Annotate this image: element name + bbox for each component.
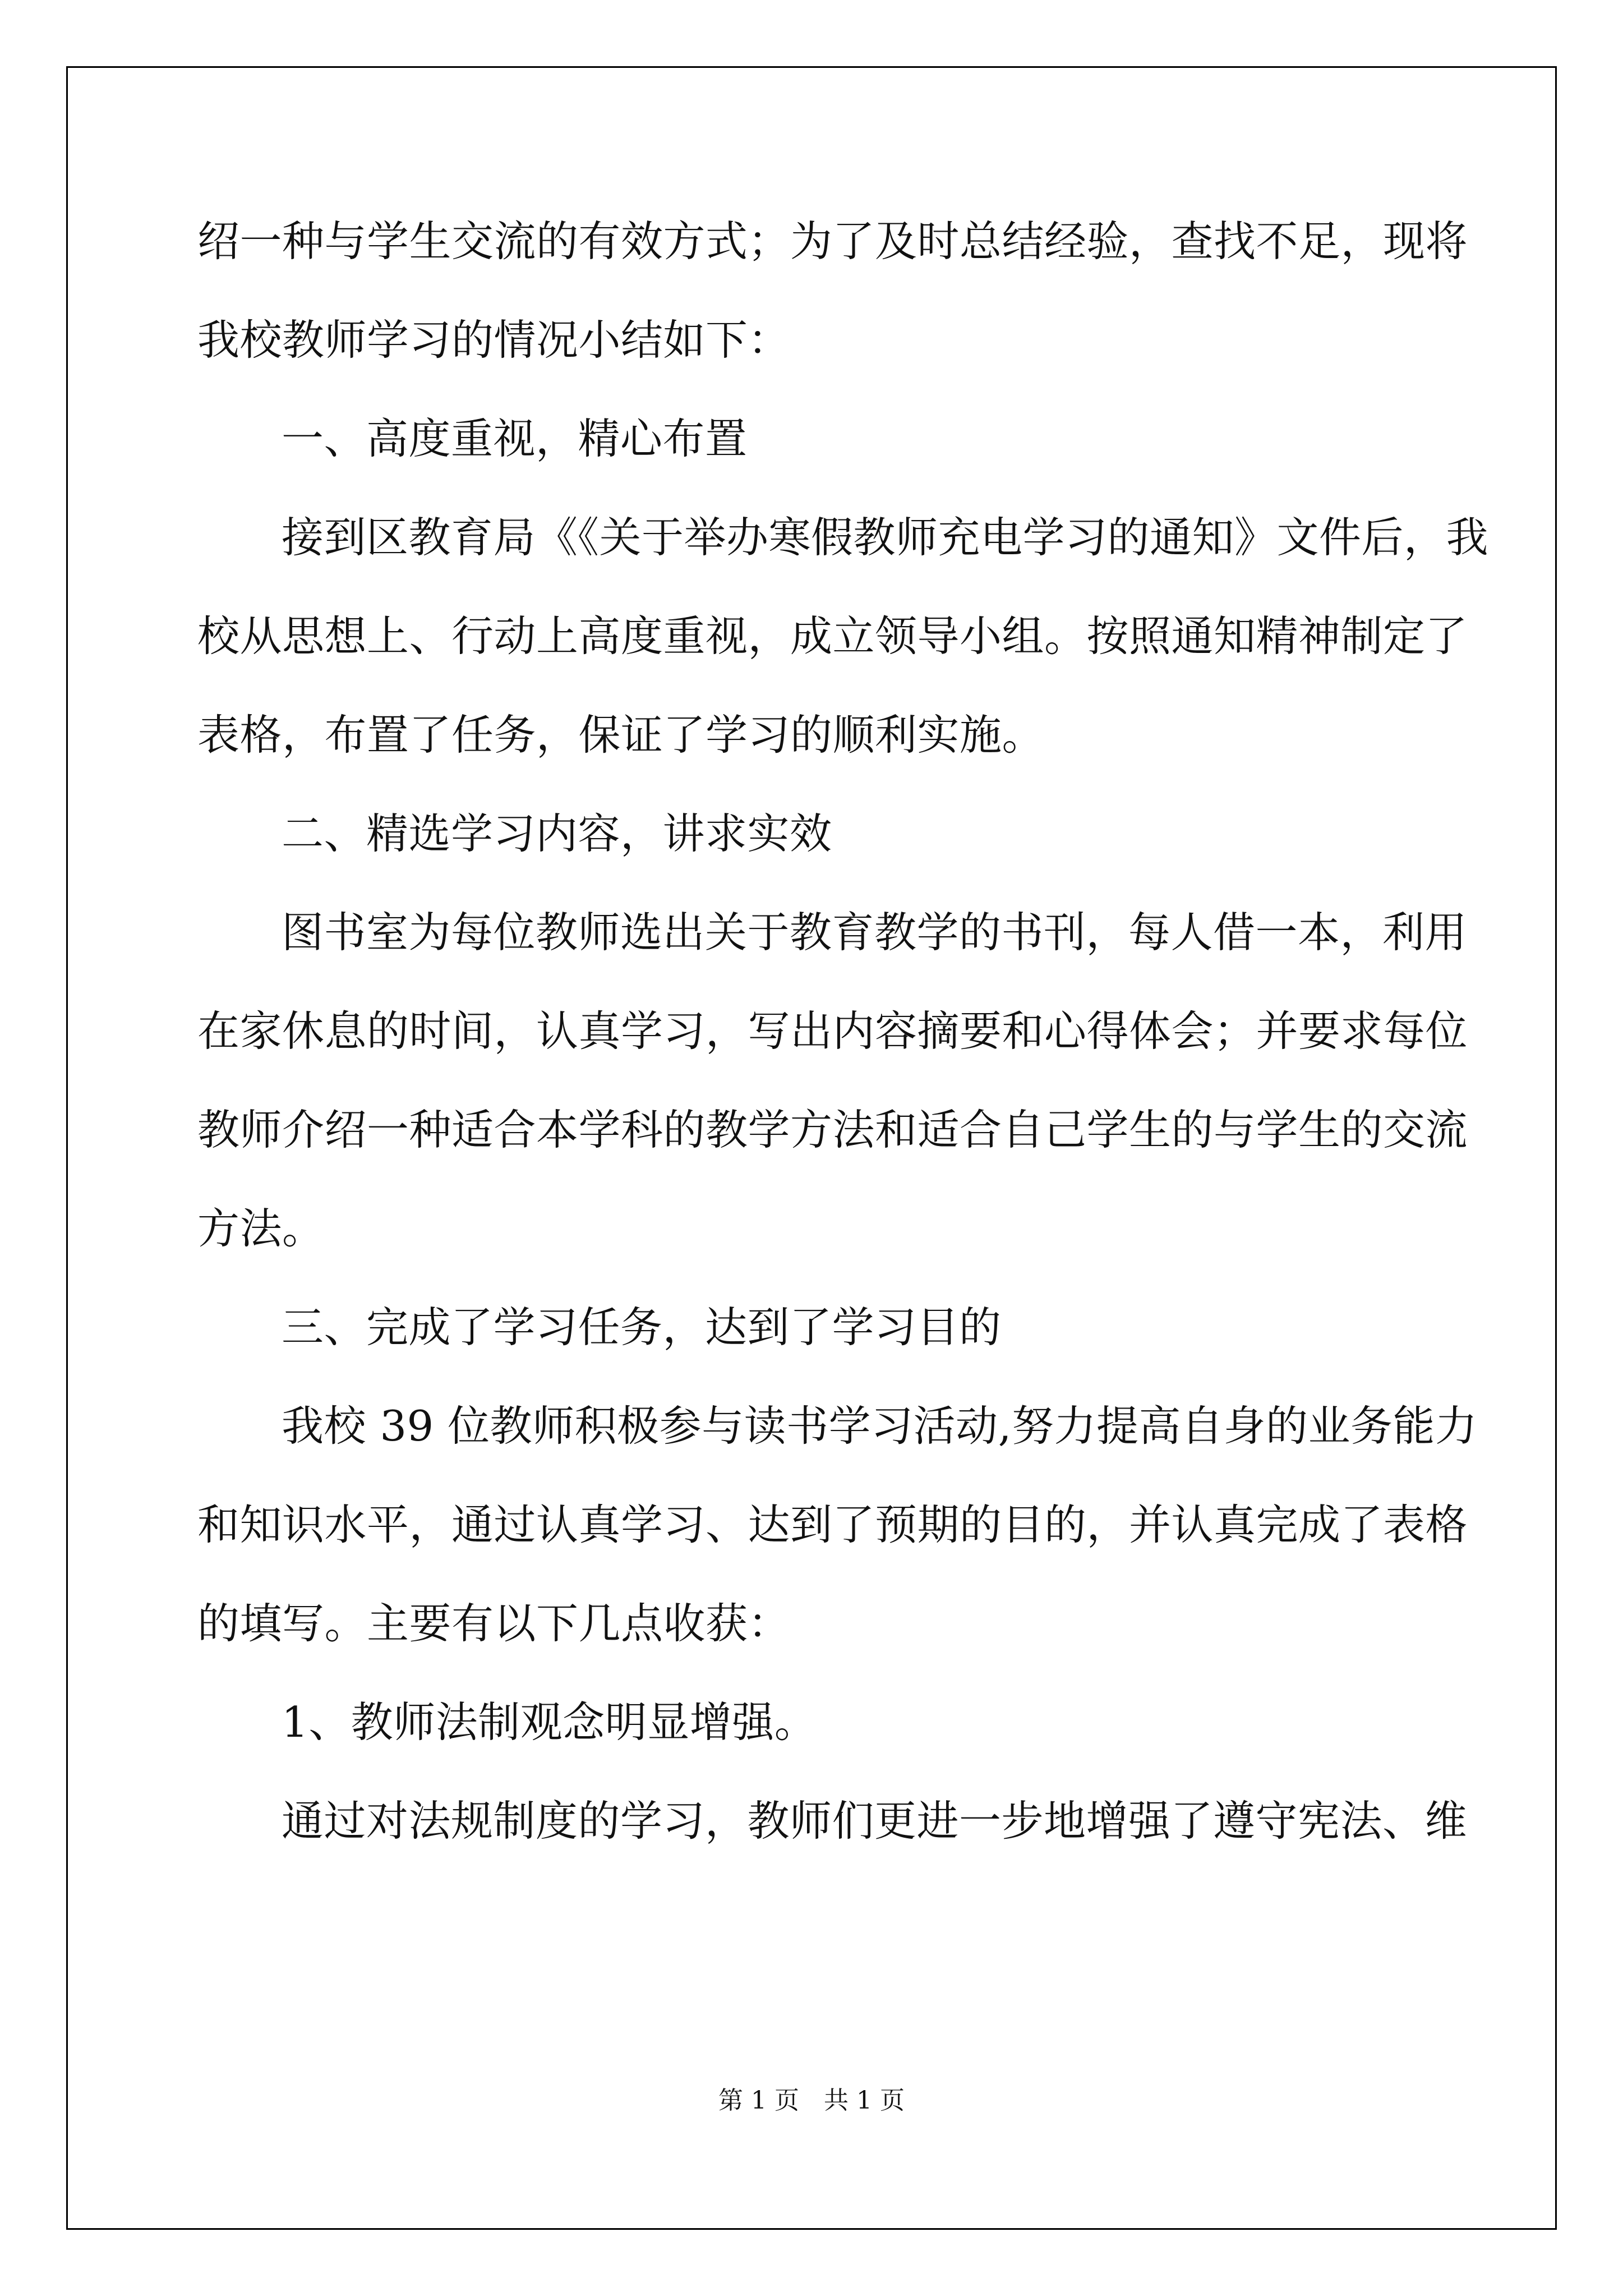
text-line: 教师介绍一种适合本学科的教学方法和适合自己学生的与学生的交流 xyxy=(197,1105,1468,1154)
text-line: 在家休息的时间，认真学习，写出内容摘要和心得体会；并要求每位 xyxy=(197,1006,1468,1056)
text-line: 图书室为每位教师选出关于教育教学的书刊，每人借一本，利用 xyxy=(282,908,1468,957)
text-line: 和知识水平，通过认真学习、达到了预期的目的，并认真完成了表格 xyxy=(197,1500,1468,1549)
text-line: 方法。 xyxy=(197,1204,325,1253)
text-line: 校从思想上、行动上高度重视，成立领导小组。按照通知精神制定了 xyxy=(197,611,1468,661)
text-line: 我校教师学习的情况小结如下： xyxy=(197,315,791,365)
text-line: 我校 39 位教师积极参与读书学习活动,努力提高自身的业务能力 xyxy=(282,1401,1478,1451)
section-heading: 一、高度重视，精心布置 xyxy=(282,414,748,463)
text-line: 通过对法规制度的学习，教师们更进一步地增强了遵守宪法、维 xyxy=(282,1796,1468,1846)
text-line: 的填写。主要有以下几点收获： xyxy=(197,1599,791,1648)
page-number: 第 1 页 共 1 页 xyxy=(718,2086,905,2115)
text-line: 接到区教育局《《关于举办寒假教师充电学习的通知》文件后，我 xyxy=(282,513,1489,562)
section-heading: 二、精选学习内容，讲求实效 xyxy=(282,809,832,858)
section-heading: 三、完成了学习任务，达到了学习目的 xyxy=(282,1303,1002,1352)
text-line: 绍一种与学生交流的有效方式；为了及时总结经验，查找不足，现将 xyxy=(197,217,1468,266)
list-item: 1、教师法制观念明显增强。 xyxy=(282,1697,817,1747)
text-line: 表格，布置了任务，保证了学习的顺利实施。 xyxy=(197,710,1045,760)
